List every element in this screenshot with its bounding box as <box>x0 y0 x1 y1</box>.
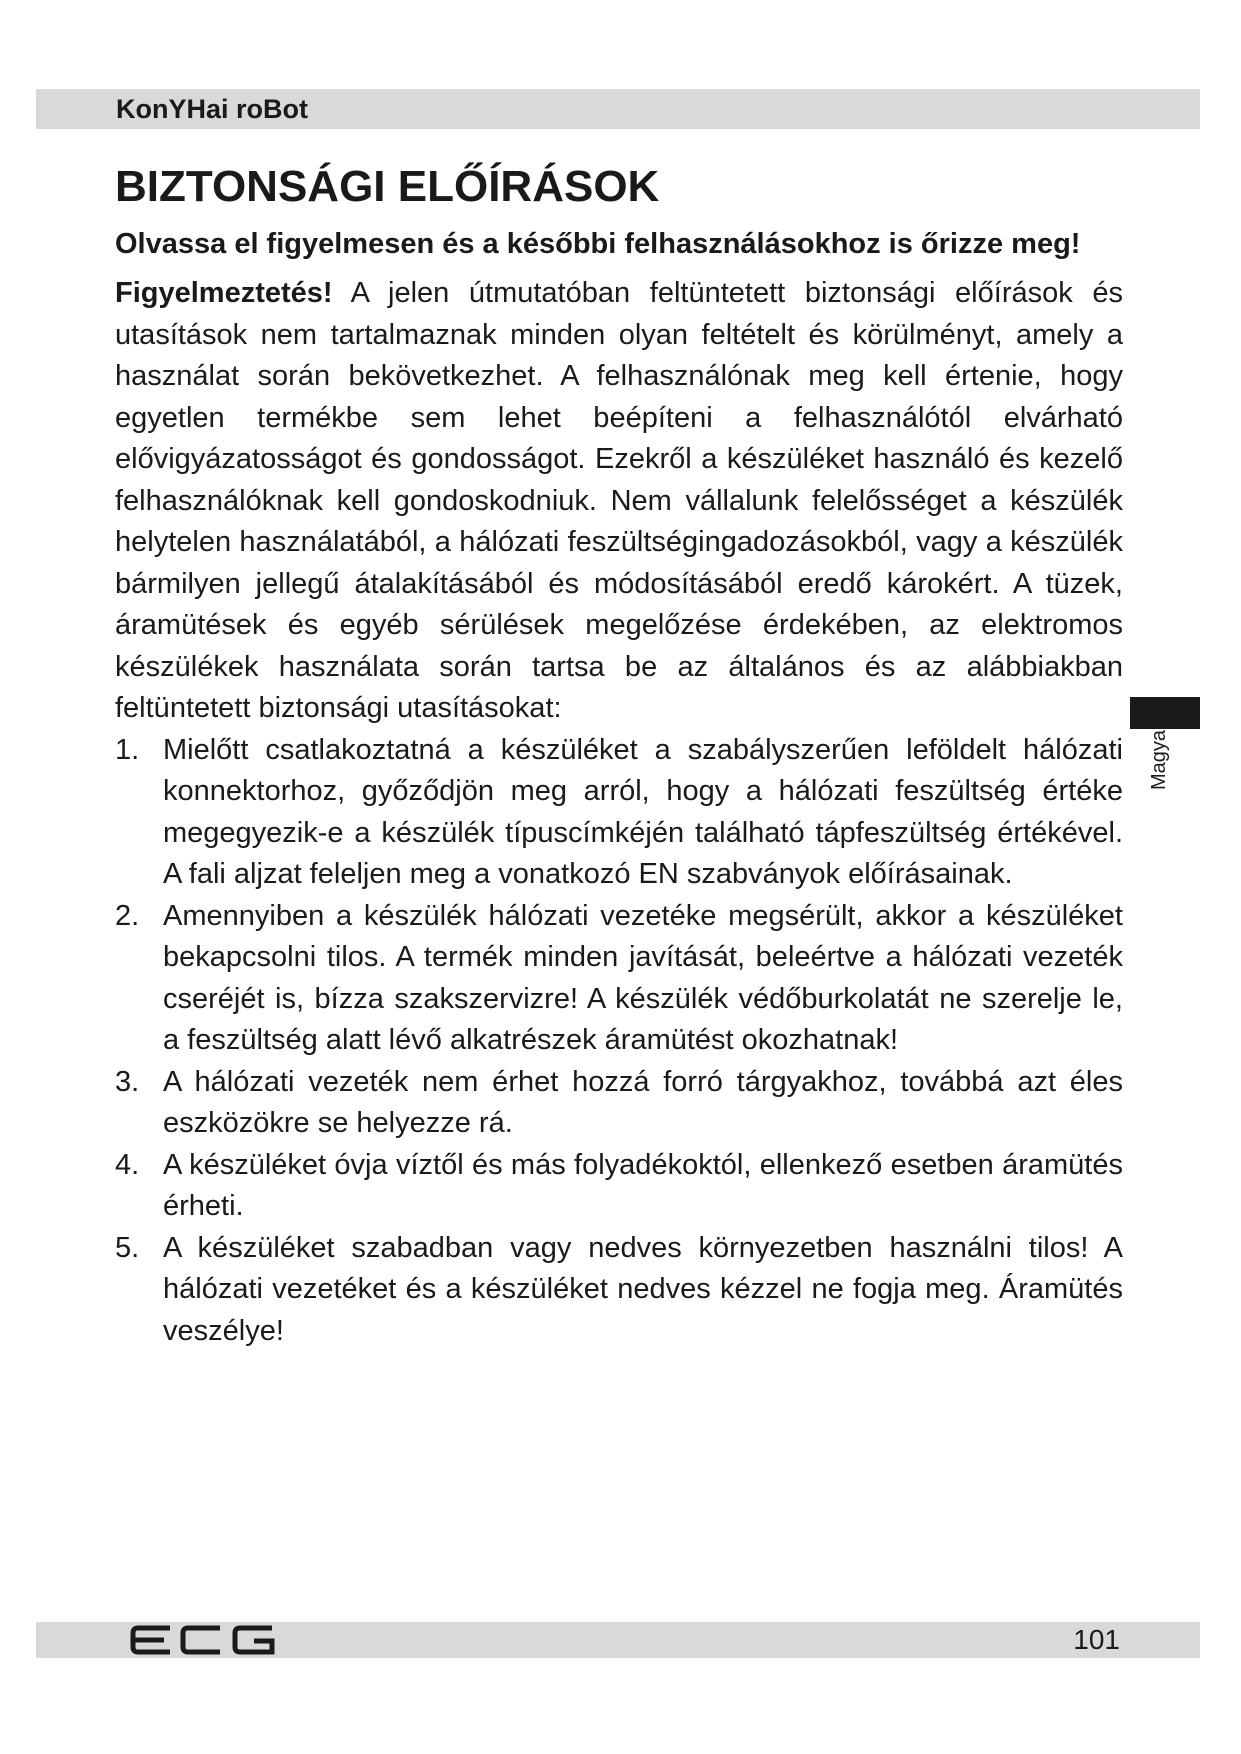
list-item <box>115 1228 1123 1353</box>
page-subtitle: Olvassa el figyelmesen és a későbbi felhasználásokhoz is őrizze meg! <box>115 228 1081 260</box>
list-item <box>115 730 1123 896</box>
list-item-text: A készüléket szabadban vagy nedves környezetben használni tilos! A hálózati vezetéket és a készüléket nedves kézzel ne fogja meg. Áramütés veszélye! <box>163 1231 1123 1347</box>
list-item-number: 2. <box>115 899 140 932</box>
list-item-text: A hálózati vezeték nem érhet hozzá forró tárgyakhoz, továbbá azt éles eszközökre se helyezze rá. <box>163 1065 1123 1139</box>
list-item-text: A készüléket óvja víztől és más folyadékoktól, ellenkező esetben áramütés érheti. <box>163 1148 1123 1222</box>
footer-band <box>36 1622 1200 1658</box>
list-item-number: 1. <box>115 733 140 766</box>
section-header-title: KonYHai roBot <box>116 94 308 124</box>
page-number: 101 <box>1073 1624 1120 1655</box>
list-item-number: 5. <box>115 1231 140 1264</box>
list-item-text: Amennyiben a készülék hálózati vezetéke megsérült, akkor a készüléket bekapcsolni tilos. A termék minden javítását, beleértve a hálózati vezeték cseréjét is, bízza szakszervizre! A készülék védőburkolatát ne szerelje le, a feszültség alatt lévő alkatrészek áramütést okozhatnak! <box>163 899 1123 1056</box>
ecg-logo-icon <box>130 1624 282 1656</box>
page-content <box>115 160 1123 1352</box>
list-item-number: 4. <box>115 1148 140 1181</box>
list-item-number: 3. <box>115 1065 140 1098</box>
list-item <box>115 1062 1123 1145</box>
list-item-text: Mielőtt csatlakoztatná a készüléket a szabályszerűen leföldelt hálózati konnektorhoz, győződjön meg arról, hogy a hálózati feszültség értéke megegyezik-e a készülék típuscímkéjén található tápfeszültség értékével. A fali aljzat feleljen meg a vonatkozó EN szabványok előírásainak. <box>163 733 1123 890</box>
language-label: Magyar <box>1148 723 1170 790</box>
safety-rules-list <box>115 730 1123 1353</box>
intro-paragraph <box>115 273 1123 730</box>
list-item <box>115 896 1123 1062</box>
list-item <box>115 1145 1123 1228</box>
warning-lead: Figyelmeztetés! <box>115 277 333 309</box>
page-title: BIZTONSÁGI ELŐÍRÁSOK <box>115 162 660 211</box>
intro-text: A jelen útmutatóban feltüntetett biztonsági előírások és utasítások nem tartalmaznak minden olyan feltételt és körülményt, amely a használat során bekövetkezhet. A felhasználónak meg kell értenie, hogy egyetlen termékbe sem lehet beépíteni a felhasználótól elvárható elővigyázatosságot és gondosságot. Ezekről a készüléket használó és kezelő felhasználóknak kell gondoskodniuk. Nem vállalunk felelősséget a készülék helytelen használatából, a hálózati feszültségingadozásokból, vagy a készülék bármilyen jellegű átalakításából és módosításából eredő károkért. A tüzek, áramütések és egyéb sérülések megelőzése érdekében, az elektromos készülékek használata során tartsa be az általános és az alábbiakban feltüntetett biztonsági utasításokat: <box>115 277 1123 724</box>
header-band <box>36 89 1200 129</box>
